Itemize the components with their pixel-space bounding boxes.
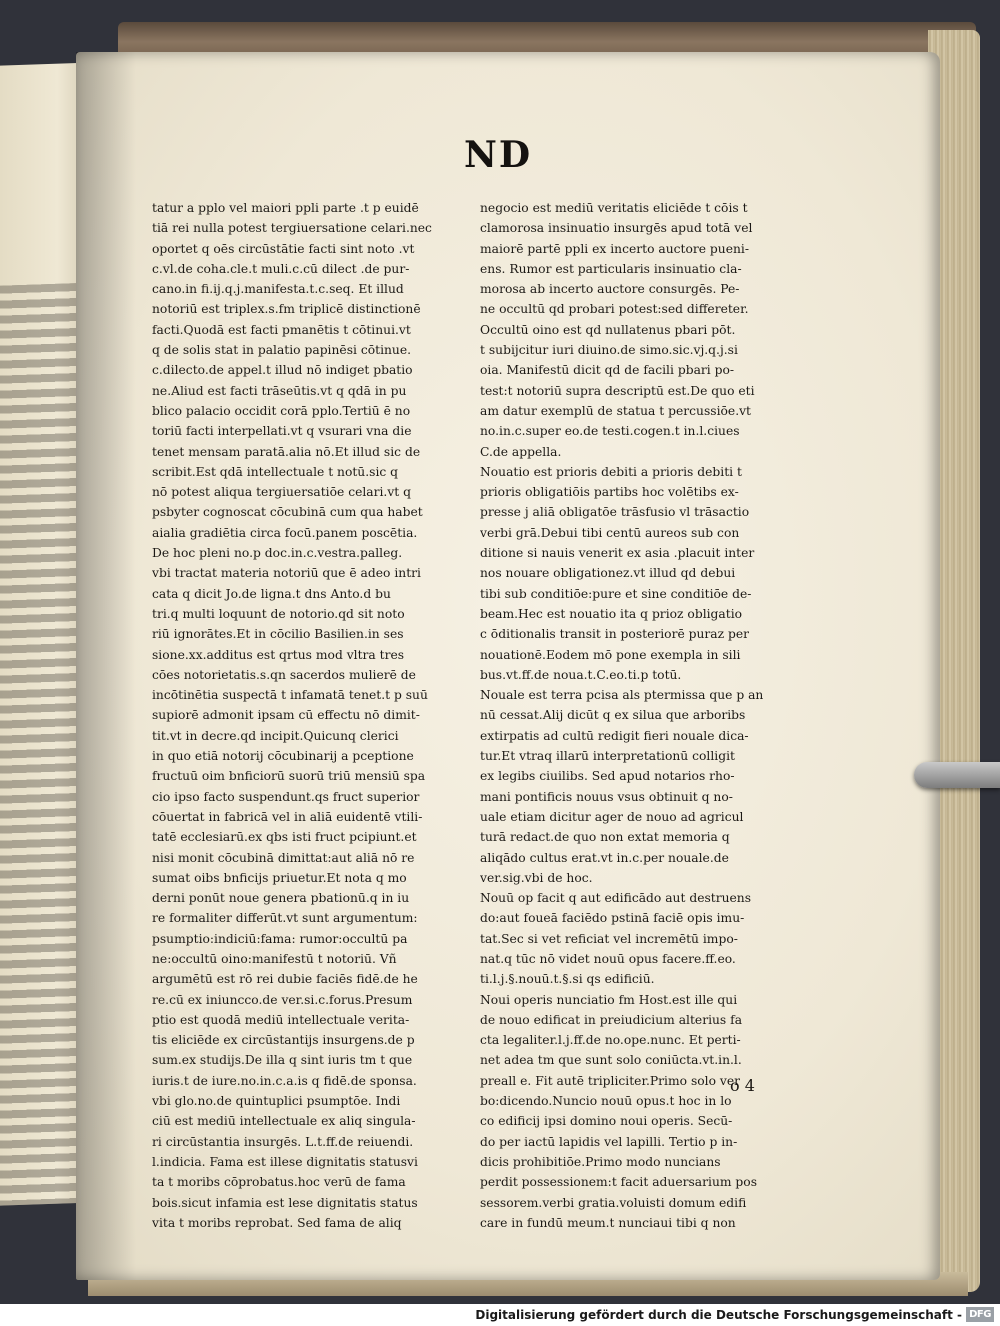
text-line: fructuū oim bnficiorū suorū triū mensiū spa — [152, 769, 426, 784]
text-line: am datur exemplū de statua t percussiōe.vt — [480, 403, 751, 418]
text-line: ciū est mediū intellectuale ex aliq singula- — [152, 1114, 416, 1129]
text-line: turā redact.de quo non extat memoria q — [480, 830, 730, 845]
gutter-shadow — [76, 52, 136, 1280]
text-line: supiorē admonit ipsam cū effectu nō dimit- — [152, 708, 420, 723]
text-line: Occultū oino est qd nullatenus pbari pōt. — [480, 322, 736, 337]
text-line: Nouatio est prioris debiti a prioris debiti t — [480, 464, 742, 479]
text-line: ta t moribs cōprobatus.hoc verū de fama — [152, 1175, 406, 1190]
text-line: bo:dicendo.Nuncio nouū opus.t hoc in lo — [480, 1094, 732, 1109]
text-line: beam.Hec est nouatio ita q prioz obligatio — [480, 606, 743, 621]
text-line: do:aut foueā faciēdo pstinā faciē opis imu- — [480, 911, 745, 926]
text-line: ver.sig.vbi de hoc. — [480, 870, 593, 885]
text-line: cōes notorietatis.s.qn sacerdos mulierē de — [152, 667, 416, 682]
text-line: cta legaliter.l.j.ff.de no.ope.nunc. Et perti- — [480, 1033, 741, 1048]
text-line: oportet q oēs circūstātie facti sint noto .vt — [152, 241, 415, 256]
text-line: C.de appella. — [480, 444, 562, 459]
text-line: sumat oibs bnficijs priuetur.Et nota q mo — [152, 870, 407, 885]
text-line: t subijcitur iuri diuino.de simo.sic.vj.q.j.si — [480, 343, 738, 358]
text-line: verbi grā.Debui tibi centū aureos sub con — [480, 525, 740, 540]
text-line: derni ponūt noue genera pbationū.q in iu — [152, 891, 410, 906]
text-line: bus.vt.ff.de noua.t.C.eo.ti.p totū. — [480, 667, 682, 682]
text-line: incōtinētia suspectā t infamatā tenet.t p suū — [152, 688, 428, 703]
text-line: nū cessat.Alij dicūt q ex silua que arboribs — [480, 708, 746, 723]
text-line: ri circūstantia insurgēs. L.t.ff.de reiuendi. — [152, 1134, 414, 1149]
text-line: negocio est mediū veritatis eliciēde t cōis t — [480, 201, 748, 215]
text-line: bois.sicut infamia est lese dignitatis status — [152, 1195, 418, 1210]
text-line: cōuertat in fabricā vel in aliā euidentē vtili- — [152, 809, 423, 824]
text-line: ne:occultū oino:manifestū t notoriū. Vñ — [152, 951, 397, 966]
running-head: ND — [463, 134, 533, 176]
text-line: l.indicia. Fama est illese dignitatis statusvi — [152, 1154, 418, 1169]
text-line: co edificij ipsi domino noui operis. Secū- — [480, 1114, 733, 1129]
text-line: extirpatis ad cultū redigit fieri nouale dica- — [480, 728, 749, 743]
text-line: tibi sub conditiōe:pure et sine conditiōe de- — [480, 586, 752, 601]
text-line: q de solis stat in palatio papinēsi cōtinue. — [152, 343, 412, 358]
text-line: c ōditionalis transit in posteriorē puraz per — [480, 627, 750, 642]
text-line: tenet mensam paratā.alia nō.Et illud sic de — [152, 444, 421, 459]
footer-bar — [0, 1304, 1000, 1326]
text-line: test:t notoriū supra descriptū est.De quo eti — [480, 383, 755, 398]
text-line: vbi glo.no.de quintuplici psumptōe. Indi — [152, 1094, 401, 1109]
text-line: tit.vt in decre.qd incipit.Quicunq clerici — [152, 728, 399, 743]
text-line: ens. Rumor est particularis insinuatio cla- — [480, 261, 742, 276]
book-page — [76, 52, 940, 1280]
text-line: tatē ecclesiarū.ex qbs isti fruct pcipiunt.et — [152, 830, 417, 845]
text-line: ex legibs ciuilibs. Sed apud notarios rho- — [480, 769, 735, 784]
text-line: preall e. Fit autē tripliciter.Primo solo ver — [480, 1073, 741, 1088]
text-line: tri.q multi loquunt de notorio.qd sit noto — [152, 606, 405, 621]
funding-notice: Digitalisierung gefördert durch die Deutsche Forschungsgemeinschaft - — [475, 1308, 962, 1322]
text-line: perdit possessionem:t facit aduersarium pos — [480, 1175, 758, 1190]
text-line: maiorē partē ppli ex incerto auctore pueni- — [480, 241, 750, 256]
text-line: presse j aliā obligatōe trāsfusio vl trāsactio — [480, 505, 750, 520]
text-line: in quo etiā notorij cōcubinarij a pceptione — [152, 749, 414, 764]
text-line: De hoc pleni no.p doc.in.c.vestra.palleg. — [152, 546, 403, 561]
text-line: ne.Aliud est facti trāseūtis.vt q qdā in pu — [152, 383, 407, 398]
text-line: blico palacio occidit corā pplo.Tertiū ē no — [152, 403, 411, 418]
text-line: c.vl.de coha.cle.t muli.c.cū dilect .de pur- — [152, 261, 410, 276]
text-line: psumptio:indiciū:fama: rumor:occultū pa — [152, 931, 408, 946]
text-line: notoriū est triplex.s.fm triplicē distinctionē — [152, 302, 421, 317]
text-line: nouationē.Eodem mō pone exempla in sili — [480, 647, 741, 662]
text-line: sione.xx.additus est qrtus mod vltra tres — [152, 647, 405, 662]
text-line: ti.l.j.§.nouū.t.§.si qs edificiū. — [480, 972, 655, 987]
text-line: mani pontificis nouus vsus obtinuit q no- — [480, 789, 733, 804]
text-line: do per iactū lapidis vel lapilli. Tertio p in- — [480, 1134, 738, 1149]
text-line: tur.Et vtraq illarū interpretationū colligit — [480, 749, 735, 764]
dfg-logo: DFG — [966, 1307, 994, 1322]
text-line: vita t moribs reprobat. Sed fama de aliq — [152, 1215, 402, 1230]
text-line: ne occultū qd probari potest:sed differeter. — [480, 302, 749, 317]
text-line: prioris obligatiōis partibs hoc volētibs ex- — [480, 485, 739, 500]
text-line: iuris.t de iure.no.in.c.a.is q fidē.de sponsa. — [152, 1073, 417, 1088]
folio-signature: o 4 — [730, 1076, 755, 1095]
text-line: psbyter cognoscat cōcubinā cum qua habet — [152, 505, 423, 520]
text-line: nisi monit cōcubinā dimittat:aut aliā nō re — [152, 850, 415, 865]
text-line: net adea tm que sunt solo coniūcta.vt.in.l. — [480, 1053, 742, 1068]
text-line: care in fundū meum.t nunciaui tibi q non — [480, 1215, 736, 1230]
text-line: tiā rei nulla potest tergiuersatione celari.nec — [152, 221, 432, 236]
text-line: tatur a pplo vel maiori ppli parte .t p euidē — [152, 201, 419, 215]
text-line: clamorosa insinuatio insurgēs apud totā vel — [480, 221, 753, 236]
text-line: re.cū ex iniuncco.de ver.si.c.forus.Presum — [152, 992, 413, 1007]
text-line: uale etiam dicitur ager de nouo ad agricul — [480, 809, 744, 824]
text-line: no.in.c.super eo.de testi.cogen.t in.l.ciues — [480, 424, 740, 439]
text-line: Nouale est terra pcisa als ptermissa que p an — [480, 688, 764, 703]
text-line: facti.Quodā est facti pmanētis t cōtinui.vt — [152, 322, 411, 337]
text-line: aliqādo cultus erat.vt in.c.per nouale.de — [480, 850, 729, 865]
text-line: scribit.Est qdā intellectuale t notū.sic q — [152, 464, 399, 479]
text-line: Nouū op facit q aut edificādo aut destruens — [480, 891, 752, 906]
text-line: nō potest aliqua tergiuersatiōe celari.vt q — [152, 485, 412, 500]
text-line: cio ipso facto suspendunt.qs fruct superior — [152, 789, 420, 804]
text-line: c.dilecto.de appel.t illud nō indiget pbatio — [152, 363, 413, 378]
text-line: oia. Manifestū dicit qd de facili pbari po- — [480, 363, 735, 378]
text-line: de nouo edificat in preiudicium alterius fa — [480, 1012, 743, 1027]
text-line: sessorem.verbi gratia.voluisti domum edifi — [480, 1195, 747, 1210]
text-line: morosa ab incerto auctore consurgēs. Pe- — [480, 282, 740, 297]
text-line: tat.Sec si vet reficiat vel incremētū impo- — [480, 931, 738, 946]
text-line: tis eliciēde ex circūstantijs insurgens.de p — [152, 1033, 415, 1048]
text-line: nos nouare obligationez.vt illud qd debui — [480, 566, 736, 581]
text-line: Noui operis nunciatio fm Host.est ille qui — [480, 992, 738, 1007]
text-line: ditione si nauis venerit ex asia .placuit inter — [480, 546, 755, 561]
text-line: cano.in fi.ij.q.j.manifesta.t.c.seq. Et illud — [152, 282, 404, 297]
text-line: ptio est quodā mediū intellectuale verita- — [152, 1012, 410, 1027]
text-line: cata q dicit Jo.de ligna.t dns Anto.d bu — [152, 586, 391, 601]
text-line: vbi tractat materia notoriū que ē adeo intri — [152, 566, 421, 581]
text-line: argumētū est rō rei dubie faciēs fidē.de he — [152, 972, 418, 987]
text-line: riū ignorātes.Et in cōcilio Basilien.in ses — [152, 627, 404, 642]
text-line: nat.q tūc nō videt nouū opus facere.ff.eo. — [480, 951, 736, 966]
text-line: aialia gradiētia circa focū.panem poscētia. — [152, 525, 418, 540]
left-text-column — [152, 198, 462, 1233]
text-line: toriū facti interpellati.vt q vsurari vna die — [152, 424, 412, 439]
text-line: sum.ex studijs.De illa q sint iuris tm t que — [152, 1053, 413, 1068]
bookmark-clip — [914, 762, 1000, 788]
text-line: dicis prohibitiōe.Primo modo nuncians — [480, 1154, 721, 1169]
text-line: re formaliter differūt.vt sunt argumentum: — [152, 911, 418, 926]
